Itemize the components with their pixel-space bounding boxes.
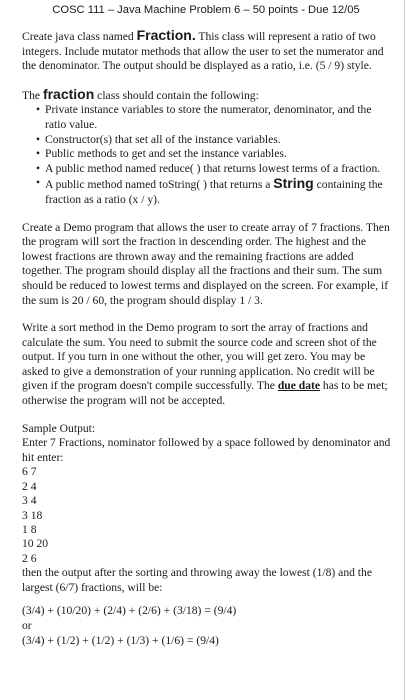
requirement-text: A public method named toString( ) that returns a <box>45 178 274 192</box>
due-date-emphasis: due date <box>277 379 321 393</box>
sample-input-line: 2 6 <box>22 551 37 565</box>
sample-input-line: 6 7 <box>22 465 37 479</box>
requirements-lead <box>22 87 394 104</box>
sample-input-list <box>22 465 394 566</box>
sample-result-line: (3/4) + (1/2) + (1/2) + (1/3) + (1/6) = (9/4) <box>22 633 219 647</box>
intro-text-start: Create java class named <box>22 30 137 43</box>
sort-paragraph <box>22 321 394 409</box>
string-keyword: String <box>273 175 314 192</box>
sample-prompt: Enter 7 Fractions, nominator followed by a space followed by denominator and hit enter: <box>22 436 391 464</box>
requirement-item: • A public method named reduce( ) that returns lowest terms of a fraction. <box>36 162 394 177</box>
sample-explanation: then the output after the sorting and throwing away the lowest (1/8) and the largest (6/7) fractions, will be: <box>22 566 372 594</box>
sample-input-line: 1 8 <box>22 523 37 537</box>
requirements-list <box>22 103 394 207</box>
intro-text-rest: This class will represent a ratio of two integers. Include mutator methods that allow the user to set the numerator and the denominator. The output should be displayed as a ratio, i.e. (5 / 9) style. <box>22 30 384 73</box>
sample-result-line: (3/4) + (10/20) + (2/4) + (2/6) + (3/18) = (9/4) <box>22 604 237 618</box>
sort-text-end: has to be met; otherwise the program will not be accepted. <box>22 379 388 408</box>
intro-paragraph <box>22 28 394 74</box>
class-name-emphasis: Fraction. <box>136 27 196 43</box>
sample-input-line: 10 20 <box>22 537 49 551</box>
requirements-lead-post: class should contain the following: <box>94 88 259 102</box>
sample-heading: Sample Output: <box>22 421 96 435</box>
fraction-keyword: fraction <box>42 85 95 102</box>
sample-output-section <box>22 422 394 649</box>
page-edge-divider <box>404 0 405 700</box>
requirement-item: • Public methods to get and set the instance variables. <box>36 147 394 162</box>
sample-or: or <box>22 619 32 633</box>
sample-input-line: 3 4 <box>22 494 37 508</box>
requirement-text: containing the fraction as a ratio (x / y). <box>45 178 383 206</box>
demo-paragraph: Create a Demo program that allows the user to create array of 7 fractions. Then the program will sort the fraction in descending order. The highest and the lowest fractions are thrown away and the remaining fractions are added together. The program should display all the fractions and their sum. The sum should be reduced to lowest terms and displayed on the screen. For example, if the sum is 20 / 60, the program should display 1 / 3. <box>22 220 390 307</box>
requirement-item: • Private instance variables to store the numerator, denominator, and the ratio value. <box>36 103 394 132</box>
page-title: COSC 111 – Java Machine Problem 6 – 50 points - Due 12/05 <box>52 4 360 16</box>
sample-input-line: 3 18 <box>22 508 43 522</box>
sort-text-start: Write a sort method in the Demo program to sort the array of fractions and calculate the sum. You need to submit the source code and screen shot of the output. If you turn in one without the other, you will get zero. You may be asked to give a demonstration of your running application. No credit will be given if the program doesn't compile successfully. The <box>22 321 377 393</box>
document-body <box>22 28 394 648</box>
requirement-item <box>36 176 394 207</box>
sample-input-line: 2 4 <box>22 479 37 493</box>
requirements-lead-pre: The <box>22 88 43 102</box>
requirement-item: • Constructor(s) that set all of the instance variables. <box>36 133 394 148</box>
